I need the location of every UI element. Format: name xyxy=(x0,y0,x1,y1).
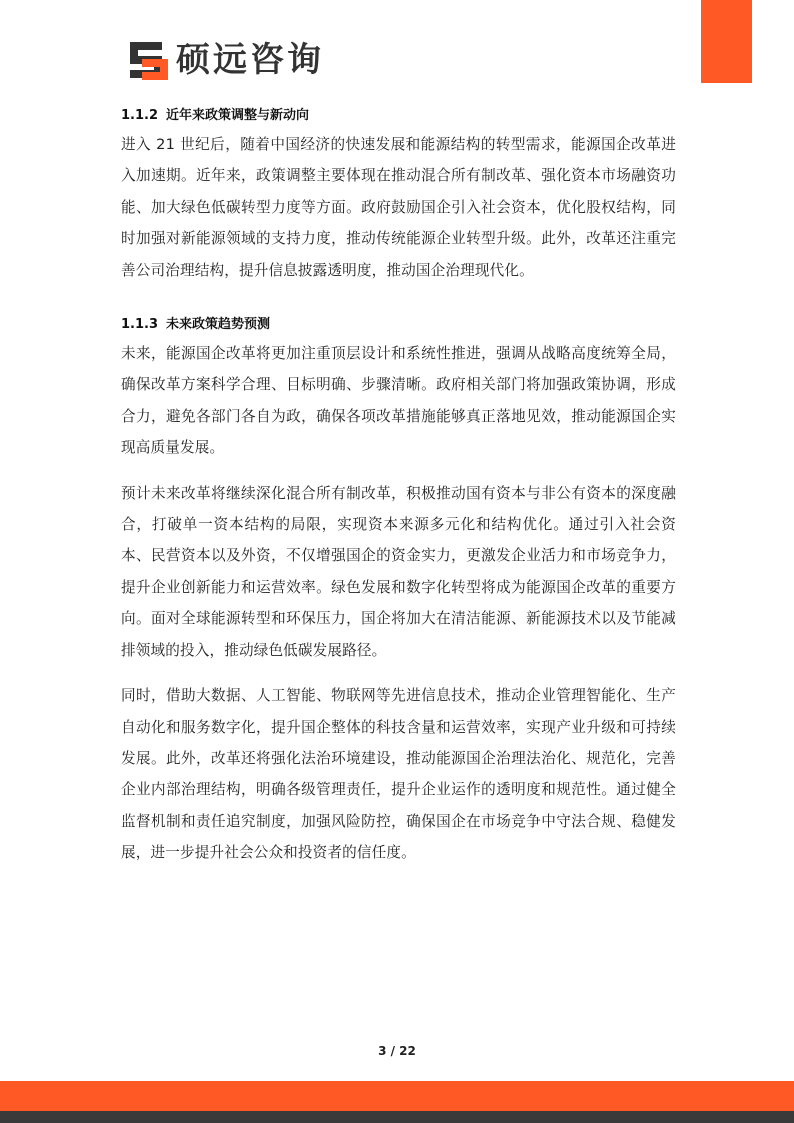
paragraph: 进入 21 世纪后，随着中国经济的快速发展和能源结构的转型需求，能源国企改革进入加速期。近年来，政策调整主要体现在推动混合所有制改革、强化资本市场融资功能、加大绿色低碳转型力度等方面。政府鼓励国企引入社会资本，优化股权结构，同时加强对新能源领域的支持力度，推动传统能源企业转型升级。此外，改革还注重完善公司治理结构，提升信息披露透明度，推动国企治理现代化。 xyxy=(121,136,676,279)
section-number: 1.1.2 xyxy=(121,108,159,123)
company-logo xyxy=(128,40,324,80)
footer-dark-strip xyxy=(0,1111,794,1123)
section-number: 1.1.3 xyxy=(121,317,159,333)
paragraph: 未来，能源国企改革将更加注重顶层设计和系统性推进，强调从战略高度统筹全局，确保改革方案科学合理、目标明确、步骤清晰。政府相关部门将加强政策协调，形成合力，避免各部门各自为政，确保各项改革措施能够真正落地见效，推动能源国企实现高质量发展。 xyxy=(121,345,676,457)
section-heading xyxy=(121,312,676,338)
s-logo-icon xyxy=(128,40,168,80)
paragraph: 同时，借助大数据、人工智能、物联网等先进信息技术，推动企业管理智能化、生产自动化和服务数字化，提升国企整体的科技含量和运营效率，实现产业升级和可持续发展。此外，改革还将强化法治环境建设，推动能源国企治理法治化、规范化，完善企业内部治理结构，明确各级管理责任，提升企业运作的透明度和规范性。通过健全监督机制和责任追究制度，加强风险防控，确保国企在市场竞争中守法合规、稳健发展，进一步提升社会公众和投资者的信任度。 xyxy=(121,687,676,862)
section-1-1-3 xyxy=(121,312,676,869)
section-title: 近年来政策调整与新动向 xyxy=(166,108,310,123)
page-number: 3 / 22 xyxy=(378,1044,416,1058)
section-title: 未来政策趋势预测 xyxy=(166,317,271,333)
document-body xyxy=(121,103,676,869)
section-heading xyxy=(121,103,676,129)
corner-accent-block xyxy=(701,0,752,83)
footer-accent-bar xyxy=(0,1081,794,1111)
paragraph: 预计未来改革将继续深化混合所有制改革，积极推动国有资本与非公有资本的深度融合，打破单一资本结构的局限，实现资本来源多元化和结构优化。通过引入社会资本、民营资本以及外资，不仅增强国企的资金实力，更激发企业活力和市场竞争力，提升企业创新能力和运营效率。绿色发展和数字化转型将成为能源国企改革的重要方向。面对全球能源转型和环保压力，国企将加大在清洁能源、新能源技术以及节能减排领域的投入，推动绿色低碳发展路径。 xyxy=(121,484,676,659)
section-1-1-2 xyxy=(121,103,676,286)
logo-text: 硕远咨询 xyxy=(176,40,324,80)
